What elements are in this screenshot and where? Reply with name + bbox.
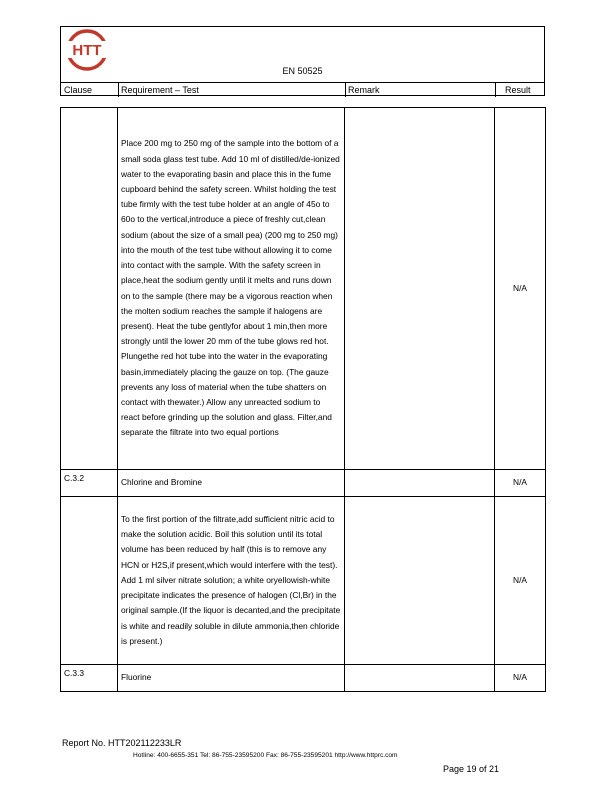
column-divider [345,83,346,97]
requirement-cell: Fluorine [118,665,345,692]
requirement-cell: Place 200 mg to 250 mg of the sample into the bottom of a small soda glass test tube. Add 10 ml of distilled/de-ionized water to the evaporating basin and place this in the fume cupboard behind the safety screen. Whilst holding the test tube firmly with the test tube holder at an angle of 45o to 60o to the vertical,introduce a piece of freshly cut,clean sodium (about the size of a small pea) (200 mg to 250 mg) into the mouth of the test tube without allowing it to come into contact with the sample. With the safety screen in place,heat the sodium gently until it melts and runs down on to the sample (there may be a vigorous reaction when the molten sodium reaches the sample if halogens are present). Heat the tube gentlyfor about 1 min,then more strongly until the lower 20 mm of the tube glows red hot. Plungethe red hot tube into the water in the evaporating basin,immediately placing the gauze on top. (The gauze prevents any loss of material when the tube shatters on contact with thewater.) Allow any unreacted sodium to react before grinding up the solution and glass. Filter,and separate the filtrate into two equal portions [118,108,345,470]
table-row [61,665,546,692]
requirement-cell: Chlorine and Bromine [118,470,345,497]
result-cell: N/A [495,497,546,665]
column-header-clause: Clause [64,85,93,95]
remark-cell [345,108,495,470]
htt-logo [62,28,112,72]
clause-cell: C.3.2 [61,470,118,497]
report-number: Report No. HTT202112233LR [62,738,182,748]
contact-line: Hotline: 400-6655-351 Tel: 86-755-23595200 Fax: 86-755-23595201 http://www.httprc.com [133,752,398,759]
column-header-requirement: Requirement – Test [121,85,199,95]
column-header-result: Result [505,85,531,95]
requirement-cell: To the first portion of the filtrate,add sufficient nitric acid to make the solution acidic. Boil this solution until its total volume has been reduced by half (this is to remove any HCN or H2S,if present,which would interfere with the test). Add 1 ml silver nitrate solution; a white oryellowish-white precipitate indicates the presence of halogen (Cl,Br) in the original sample.(If the liquor is decanted,and the precipitate is white and readily soluble in dilute ammonia,then chloride is present.) [118,497,345,665]
result-cell: N/A [495,108,546,470]
clause-cell [61,108,118,470]
page-header [60,26,545,96]
logo-text: HTT [72,42,102,59]
test-results-table [60,107,546,692]
table-row [61,497,546,665]
clause-cell [61,497,118,665]
result-cell: N/A [495,470,546,497]
table-row [61,470,546,497]
clause-cell: C.3.3 [61,665,118,692]
column-header-row [61,82,544,97]
page-number: Page 19 of 21 [443,764,500,774]
remark-cell [345,665,495,692]
standard-title: EN 50525 [282,66,323,76]
remark-cell [345,470,495,497]
column-divider [118,83,119,97]
result-cell: N/A [495,665,546,692]
column-header-remark: Remark [348,85,380,95]
column-divider [495,83,496,97]
remark-cell [345,497,495,665]
table-row [61,108,546,470]
